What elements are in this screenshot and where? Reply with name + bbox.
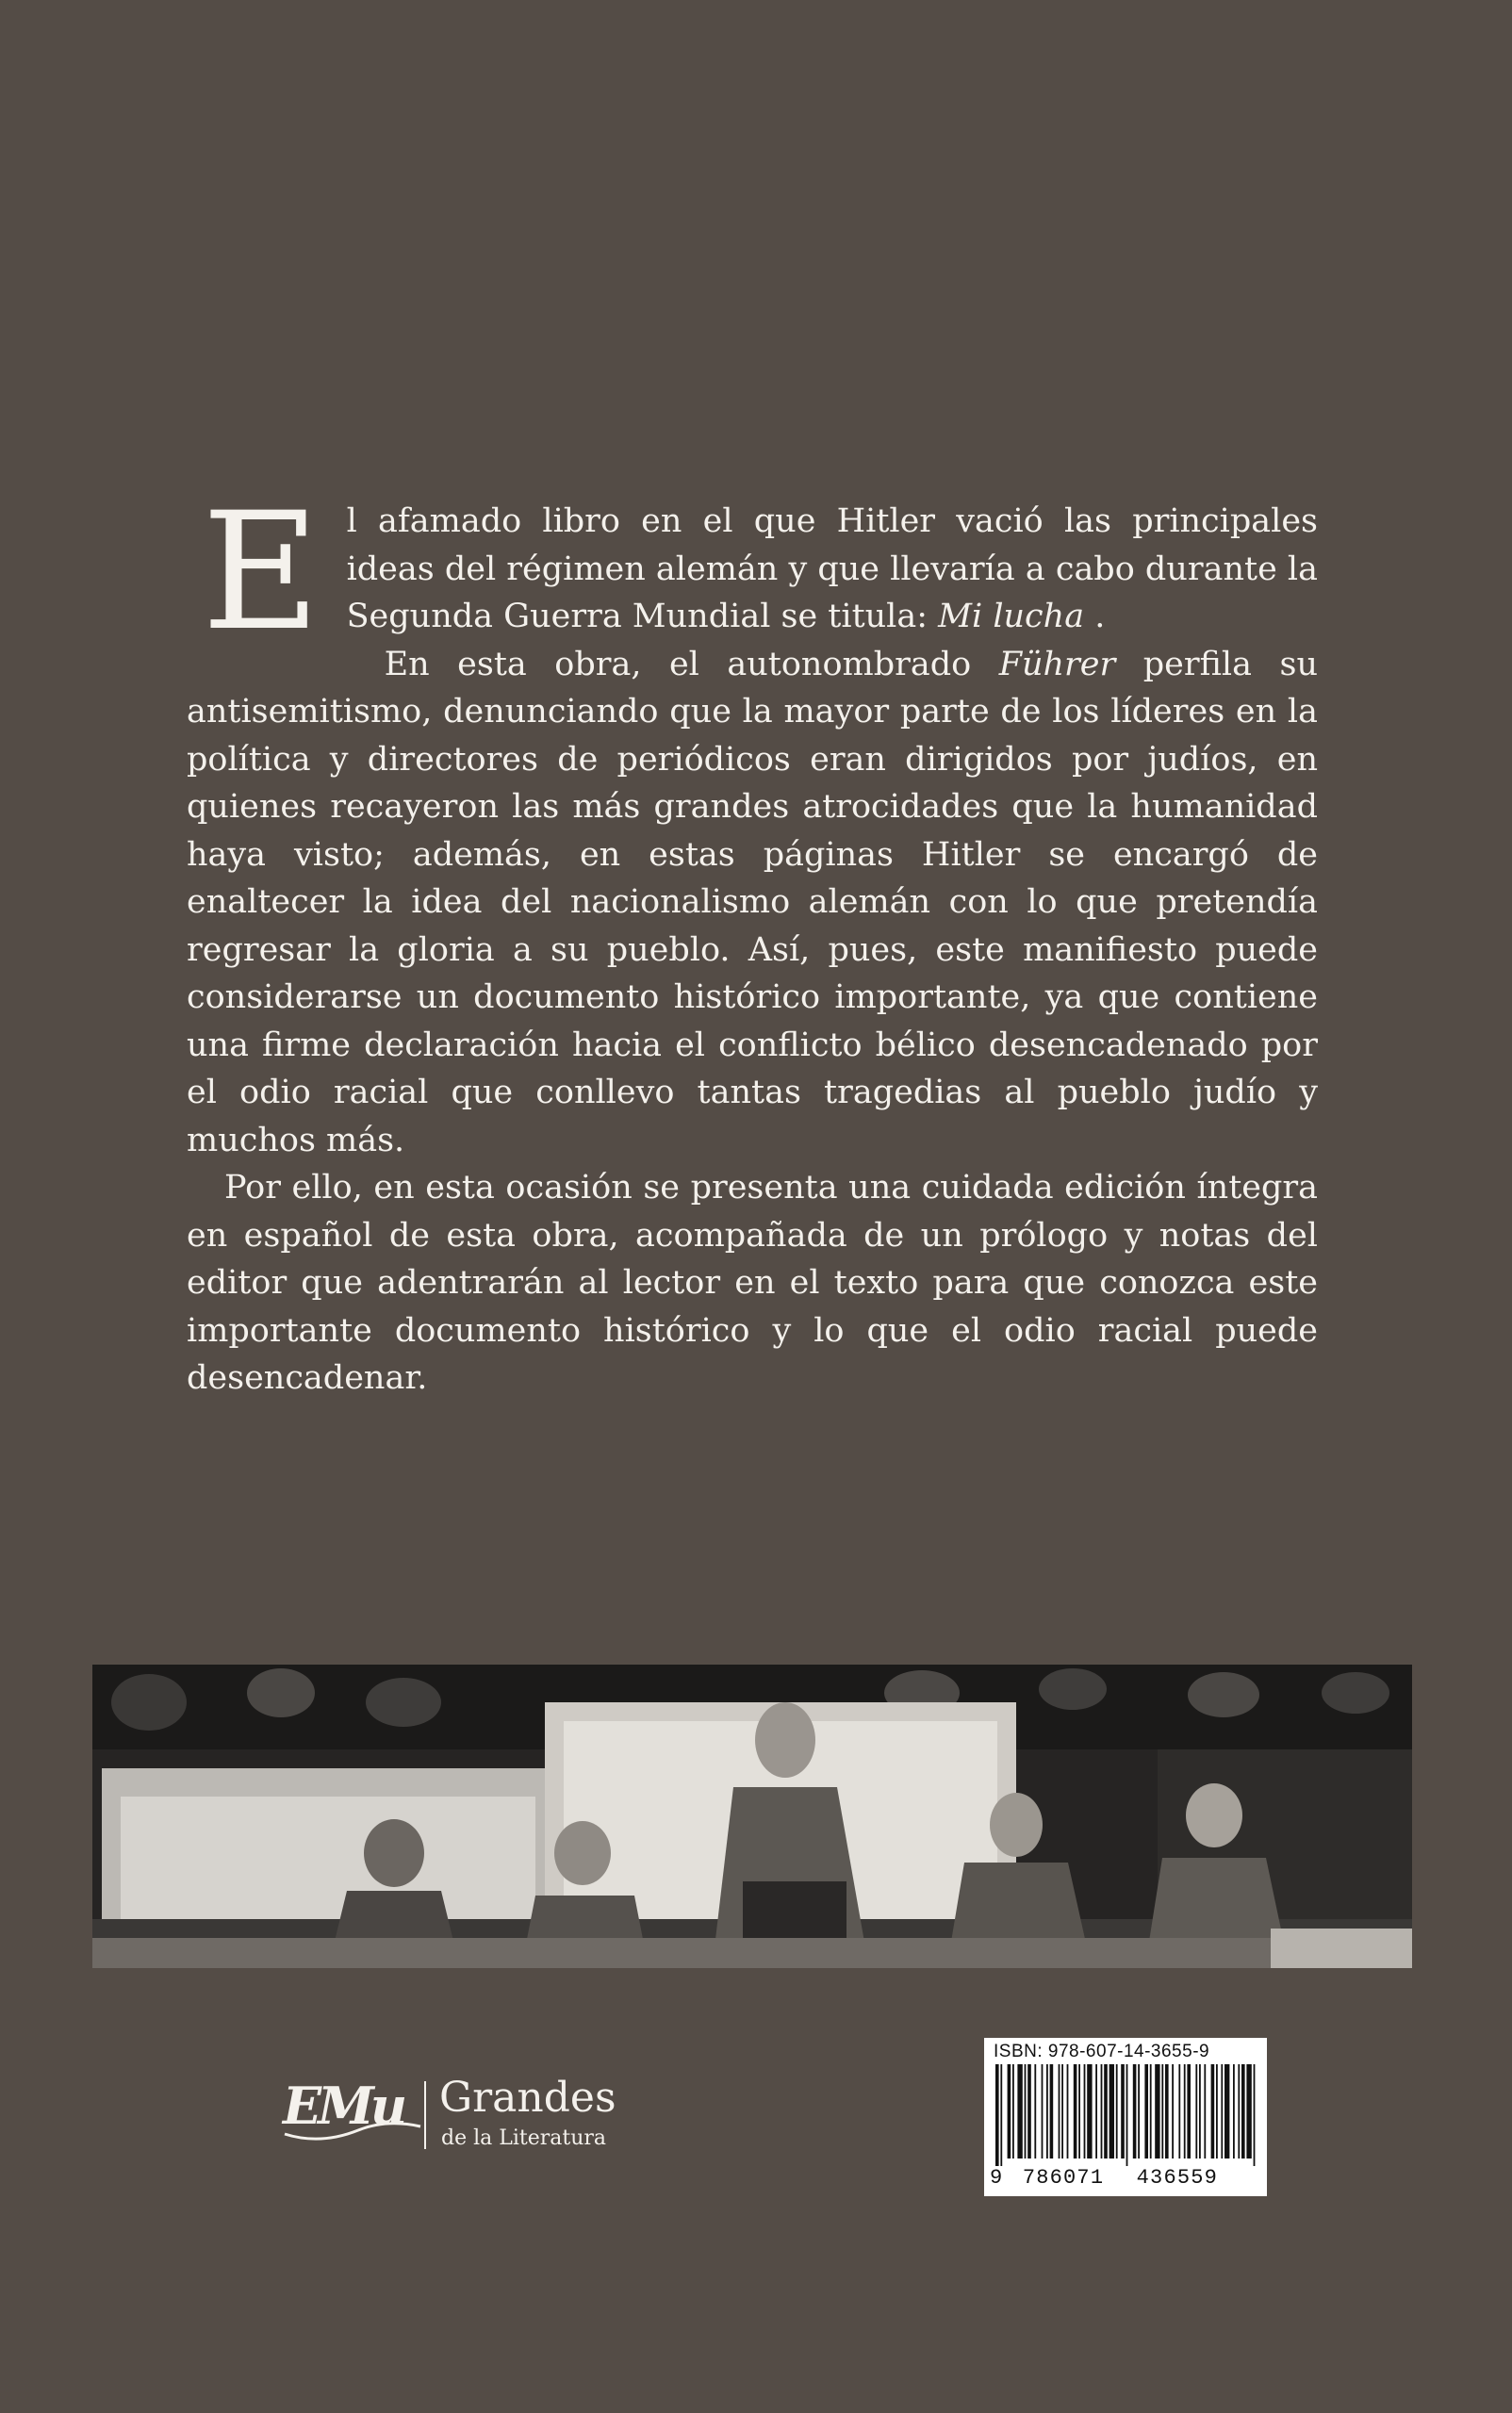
- barcode-digits-left: 786071: [1022, 2166, 1105, 2190]
- barcode-bar: [1133, 2064, 1137, 2159]
- barcode-bar: [1116, 2064, 1118, 2159]
- barcode-bar: [1078, 2064, 1080, 2159]
- logo-swash-icon: [283, 2117, 424, 2145]
- barcode-bar: [1184, 2064, 1186, 2159]
- barcode-bar: [1067, 2064, 1069, 2159]
- barcode-bar: [1199, 2064, 1201, 2159]
- barcode-bar: [1204, 2064, 1206, 2159]
- barcode-bar: [1165, 2064, 1169, 2159]
- logo-mark: EMu: [283, 2076, 404, 2136]
- barcode-bar: [1224, 2064, 1229, 2159]
- barcode-bar: [1254, 2064, 1256, 2166]
- barcode-bar: [1187, 2064, 1191, 2159]
- publisher-logo: [283, 2074, 622, 2159]
- barcode-bar: [1144, 2064, 1148, 2159]
- barcode-bar: [1126, 2064, 1128, 2166]
- barcode-digits-right: 436559: [1136, 2166, 1219, 2190]
- barcode-digit-first: 9: [990, 2166, 1004, 2190]
- isbn-label: ISBN: 978-607-14-3655-9: [994, 2042, 1210, 2061]
- barcode-bar: [1101, 2064, 1103, 2159]
- barcode-bar: [1233, 2064, 1235, 2159]
- barcode-bar: [1109, 2064, 1114, 2159]
- barcode-bar: [1246, 2064, 1251, 2159]
- blurb-p2-start: En esta obra, el autonombrado: [384, 645, 999, 683]
- fuhrer-italic: Führer: [998, 645, 1116, 683]
- back-cover-blurb: [187, 477, 1318, 1403]
- blurb-p1-end: .: [1084, 598, 1106, 635]
- barcode-bar: [1241, 2064, 1245, 2159]
- barcode-bar: [1238, 2064, 1240, 2159]
- blurb-paragraph-3: Por ello, en esta ocasión se presenta una cuidada edición íntegra en español de esta obra, acompañada de un prólogo y notas del editor que adentrarán al lector en el texto para que conozca este importante documento histórico y lo que el odio racial puede desencadenar.: [187, 1169, 1318, 1397]
- photo-illustration: [92, 1665, 1412, 1968]
- barcode-bar: [1155, 2064, 1159, 2159]
- book-title-italic: Mi lucha: [938, 598, 1085, 635]
- barcode-bar: [1104, 2064, 1108, 2159]
- barcode-bar: [1059, 2064, 1060, 2159]
- barcode-bar: [1046, 2064, 1048, 2159]
- barcode-bar: [1172, 2064, 1174, 2159]
- logo-series-subtitle: de la Literatura: [441, 2126, 607, 2150]
- barcode-bar: [1061, 2064, 1063, 2159]
- barcode-bar: [1025, 2064, 1027, 2159]
- logo-series-name: Grandes: [439, 2074, 616, 2122]
- barcode-bar: [1161, 2064, 1163, 2159]
- barcode-bar: [1008, 2064, 1011, 2159]
- barcode-bars: [995, 2064, 1256, 2166]
- historical-photo-strip: [92, 1665, 1412, 1968]
- barcode-bar: [1095, 2064, 1097, 2159]
- blurb-paragraph-2: [187, 641, 1318, 1165]
- barcode-bar: [1150, 2064, 1152, 2159]
- barcode-bar: [1074, 2064, 1077, 2159]
- logo-divider: [424, 2081, 426, 2149]
- isbn-barcode: [984, 2038, 1267, 2196]
- barcode-digits: [990, 2166, 1263, 2190]
- barcode-bar: [1211, 2064, 1215, 2159]
- barcode-bar: [995, 2064, 999, 2166]
- blurb-p1-text: l afamado libro en el que Hitler vació las principales ideas del régimen alemán y que llevaría a cabo durante la Segunda Guerra Mundial se titula:: [346, 502, 1318, 635]
- barcode-bar: [1178, 2064, 1180, 2159]
- barcode-bar: [1050, 2064, 1054, 2159]
- barcode-bar: [1221, 2064, 1223, 2159]
- barcode-bar: [1000, 2064, 1002, 2166]
- barcode-bar: [1042, 2064, 1044, 2159]
- blurb-p2-rest: perfila su antisemitismo, denunciando que la mayor parte de los líderes en la política y directores de periódicos eran dirigidos por judíos, en quienes recayeron las más grandes atrocidades que la humanidad haya visto; además, en estas páginas Hitler se encargó de enaltecer la idea del nacionalismo alemán con lo que pretendía regresar la gloria a su pueblo. Así, pues, este manifiesto puede considerarse un documento histórico importante, ya que contiene una firme declaración hacia el conflicto bélico desencadenado por el odio racial que conllevo tantas tragedias al pueblo judío y muchos más.: [187, 645, 1318, 1159]
- barcode-bar: [1121, 2064, 1125, 2159]
- barcode-bar: [1084, 2064, 1086, 2159]
- barcode-bar: [1138, 2064, 1140, 2159]
- barcode-bar: [1027, 2064, 1031, 2159]
- barcode-bar: [1087, 2064, 1092, 2159]
- barcode-bar: [1012, 2064, 1014, 2159]
- barcode-bar: [1195, 2064, 1197, 2159]
- barcode-bar: [1017, 2064, 1022, 2159]
- barcode-bar: [1034, 2064, 1036, 2159]
- barcode-bar: [1216, 2064, 1218, 2159]
- drop-cap: E: [202, 477, 320, 666]
